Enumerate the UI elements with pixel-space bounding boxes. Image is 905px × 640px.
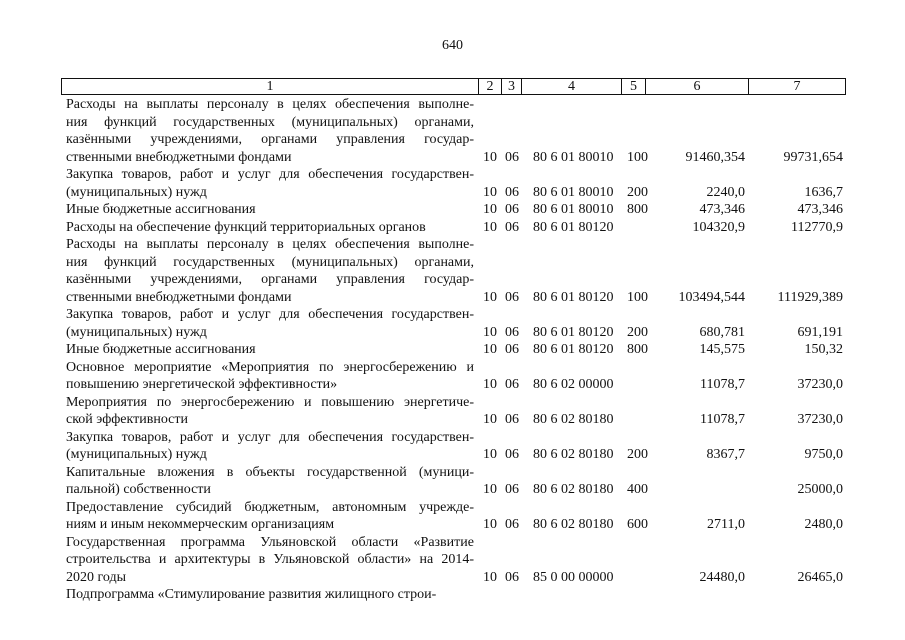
- row-pr: 06: [505, 184, 519, 200]
- row-vr: 100: [627, 149, 648, 165]
- row-vr: 400: [627, 482, 648, 497]
- row-rz: 10: [483, 342, 497, 357]
- row-csr: 80 6 01 80010: [533, 184, 614, 200]
- table-row: [0, 236, 905, 306]
- row-name-line: Расходы на выплаты персоналу в целях обеспечения выполне-: [66, 97, 474, 112]
- row-value-2019: 103494,544: [678, 289, 745, 305]
- row-name-line: пальной) собственности: [66, 482, 211, 497]
- row-pr: 06: [505, 412, 519, 427]
- row-value-2020: 1636,7: [804, 184, 843, 200]
- row-pr: 06: [505, 202, 519, 217]
- row-name: [66, 394, 474, 429]
- row-value-2020: 26465,0: [797, 569, 843, 585]
- row-name: [66, 236, 474, 306]
- row-name-line: ской эффективности: [66, 412, 189, 427]
- table-row: [0, 96, 905, 166]
- row-name: [66, 219, 474, 237]
- row-name-line: Закупка товаров, работ и услуг для обеспечения государствен-: [66, 429, 474, 445]
- row-name-line: Основное мероприятие «Мероприятия по энергосбережению и: [66, 359, 474, 375]
- row-value-2020: 9750,0: [804, 447, 843, 462]
- row-name: [66, 499, 474, 534]
- row-value-2020: 37230,0: [797, 377, 843, 392]
- row-value-2019: 473,346: [699, 202, 745, 217]
- row-name-line: Предоставление субсидий бюджетным, автономным учрежде-: [66, 499, 474, 515]
- row-pr: 06: [505, 289, 519, 305]
- row-value-2019: 2711,0: [707, 517, 745, 532]
- row-value-2020: 37230,0: [797, 412, 843, 427]
- row-rz: 10: [483, 184, 497, 200]
- row-pr: 06: [505, 324, 519, 340]
- row-rz: 10: [483, 149, 497, 165]
- row-csr: 80 6 01 80120: [533, 324, 614, 340]
- row-csr: 80 6 01 80120: [533, 289, 614, 305]
- row-value-2020: 99731,654: [783, 149, 843, 165]
- row-pr: 06: [505, 149, 519, 165]
- row-name-line: ния функций государственных (муниципальных) органами,: [66, 254, 474, 270]
- table-row: [0, 341, 905, 359]
- row-value-2020: 112770,9: [791, 219, 843, 235]
- row-name: [66, 534, 474, 587]
- row-value-2019: 11078,7: [700, 412, 745, 427]
- table-row: [0, 534, 905, 587]
- row-name-line: Закупка товаров, работ и услуг для обеспечения государствен-: [66, 307, 474, 322]
- row-pr: 06: [505, 569, 519, 585]
- row-name-line: Подпрограмма «Стимулирование развития жилищного строи-: [66, 587, 437, 602]
- row-name: [66, 464, 474, 499]
- row-name: [66, 341, 474, 359]
- row-vr: 800: [627, 342, 648, 357]
- table-row: [0, 464, 905, 499]
- row-name-line: Иные бюджетные ассигнования: [66, 202, 256, 217]
- row-name: [66, 306, 474, 341]
- row-csr: 80 6 02 80180: [533, 447, 614, 462]
- table-row: [0, 201, 905, 219]
- table-row: [0, 306, 905, 341]
- row-name-line: Закупка товаров, работ и услуг для обеспечения государствен-: [66, 167, 474, 182]
- table-row: [0, 429, 905, 464]
- header-col-3: 3: [502, 79, 522, 94]
- row-value-2020: 25000,0: [797, 482, 843, 497]
- row-csr: 80 6 01 80120: [533, 219, 614, 235]
- row-pr: 06: [505, 517, 519, 532]
- row-csr: 80 6 02 80180: [533, 482, 614, 497]
- row-value-2019: 680,781: [699, 324, 745, 340]
- row-value-2019: 104320,9: [692, 219, 745, 235]
- row-vr: 200: [627, 447, 648, 462]
- header-col-5: 5: [622, 79, 646, 94]
- row-name-line: Государственная программа Ульяновской области «Развитие: [66, 534, 474, 550]
- row-vr: 800: [627, 202, 648, 217]
- row-name-line: Мероприятия по энергосбережению и повышению энергетиче-: [66, 394, 474, 410]
- row-value-2019: 8367,7: [706, 447, 745, 462]
- row-rz: 10: [483, 377, 497, 392]
- row-name-line: казёнными учреждениями, органами управления государ-: [66, 132, 474, 147]
- row-value-2019: 11078,7: [700, 377, 745, 392]
- row-pr: 06: [505, 342, 519, 357]
- header-col-1: 1: [62, 79, 479, 94]
- row-name-line: Капитальные вложения в объекты государственной (муници-: [66, 464, 474, 480]
- row-pr: 06: [505, 447, 519, 462]
- row-name: [66, 586, 474, 604]
- row-name: [66, 166, 474, 201]
- row-rz: 10: [483, 517, 497, 532]
- row-csr: 80 6 01 80120: [533, 342, 614, 357]
- row-name-line: Расходы на обеспечение функций территориальных органов: [66, 219, 426, 235]
- header-col-6: 6: [646, 79, 749, 94]
- row-pr: 06: [505, 219, 519, 235]
- row-csr: 85 0 00 00000: [533, 569, 614, 585]
- row-pr: 06: [505, 377, 519, 392]
- row-vr: 100: [627, 289, 648, 305]
- table-header: [61, 78, 846, 95]
- row-value-2020: 691,191: [797, 324, 843, 340]
- header-col-2: 2: [479, 79, 502, 94]
- table-row: [0, 499, 905, 534]
- row-pr: 06: [505, 482, 519, 497]
- row-rz: 10: [483, 289, 497, 305]
- row-name-line: ственными внебюджетными фондами: [66, 149, 292, 165]
- row-name-line: Иные бюджетные ассигнования: [66, 342, 256, 357]
- table-row: [0, 166, 905, 201]
- row-csr: 80 6 01 80010: [533, 202, 614, 217]
- header-col-7: 7: [793, 79, 801, 94]
- row-value-2020: 150,32: [804, 342, 843, 357]
- row-value-2019: 145,575: [699, 342, 745, 357]
- row-name-line: казёнными учреждениями, органами управления государ-: [66, 272, 474, 287]
- row-name: [66, 96, 474, 166]
- row-value-2019: 24480,0: [699, 569, 745, 585]
- row-name-line: (муниципальных) нужд: [66, 324, 207, 340]
- row-name-line: Расходы на выплаты персоналу в целях обеспечения выполне-: [66, 237, 474, 252]
- row-vr: 200: [627, 184, 648, 200]
- row-value-2020: 2480,0: [804, 517, 843, 532]
- row-name: [66, 429, 474, 464]
- row-name-line: ниям и иным некоммерческим организациям: [66, 517, 335, 532]
- row-csr: 80 6 02 00000: [533, 377, 614, 392]
- row-name: [66, 359, 474, 394]
- row-rz: 10: [483, 482, 497, 497]
- page-number: 640: [442, 38, 463, 53]
- row-name-line: ственными внебюджетными фондами: [66, 289, 292, 305]
- row-value-2019: 2240,0: [706, 184, 745, 200]
- row-value-2020: 111929,389: [777, 289, 843, 305]
- table-row: [0, 359, 905, 394]
- row-csr: 80 6 01 80010: [533, 149, 614, 165]
- row-rz: 10: [483, 447, 497, 462]
- row-name-line: ния функций государственных (муниципальных) органами,: [66, 114, 474, 130]
- row-vr: 200: [627, 324, 648, 340]
- row-name-line: (муниципальных) нужд: [66, 447, 207, 462]
- row-value-2019: 91460,354: [685, 149, 745, 165]
- table-row: [0, 586, 905, 604]
- row-name: [66, 201, 474, 219]
- row-csr: 80 6 02 80180: [533, 517, 614, 532]
- row-vr: 600: [627, 517, 648, 532]
- row-rz: 10: [483, 569, 497, 585]
- row-csr: 80 6 02 80180: [533, 412, 614, 427]
- table-row: [0, 394, 905, 429]
- row-name-line: 2020 годы: [66, 569, 127, 585]
- header-col-4: 4: [522, 79, 622, 94]
- row-rz: 10: [483, 202, 497, 217]
- row-name-line: (муниципальных) нужд: [66, 184, 207, 200]
- row-name-line: строительства и архитектуры в Ульяновской области» на 2014-: [66, 552, 474, 567]
- table-row: [0, 219, 905, 237]
- row-rz: 10: [483, 412, 497, 427]
- row-rz: 10: [483, 219, 497, 235]
- row-value-2020: 473,346: [797, 202, 843, 217]
- row-name-line: повышению энергетической эффективности»: [66, 377, 338, 392]
- row-rz: 10: [483, 324, 497, 340]
